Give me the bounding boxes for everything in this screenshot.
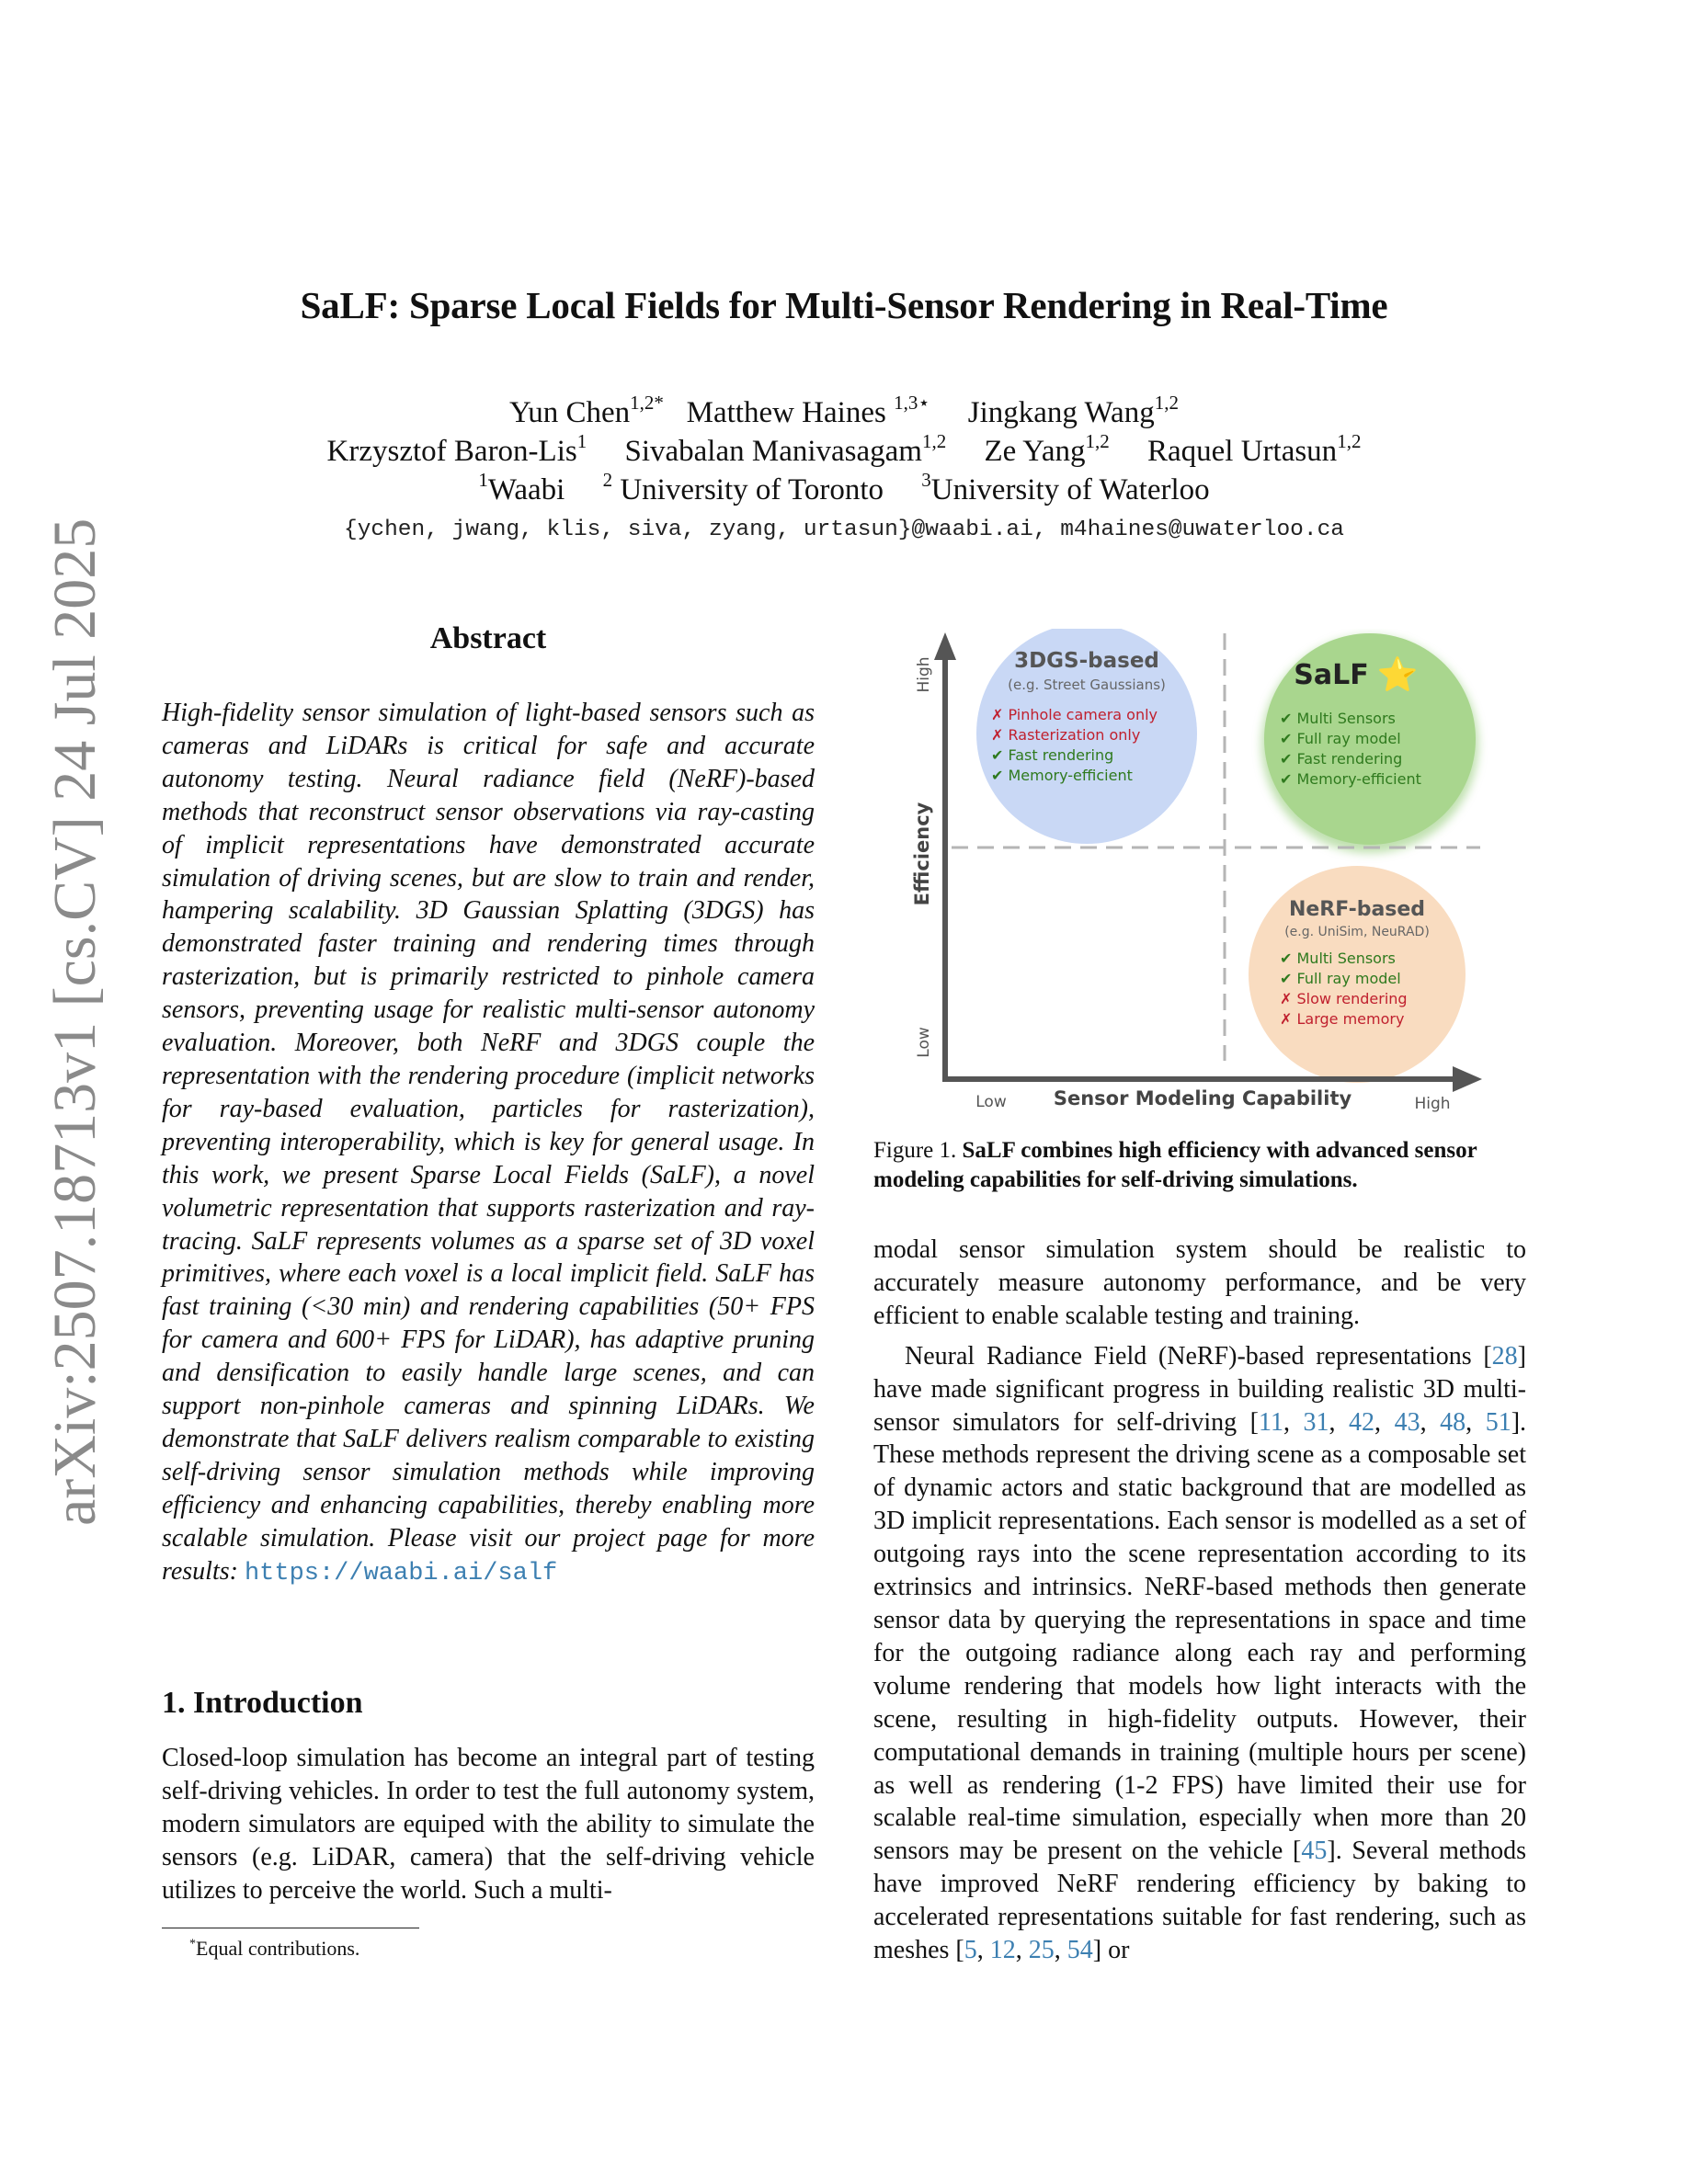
affiliations [0, 471, 1688, 509]
author-name: Yun Chen [509, 396, 631, 429]
paragraph-continued: modal sensor simulation system should be realistic to accurately measure autonomy performance, and be very efficient to enable scalable testing and training. [873, 1235, 1526, 1330]
citation-link[interactable]: 45 [1301, 1837, 1328, 1866]
q-salf-title: SaLF [1294, 659, 1369, 691]
figure-caption [873, 1136, 1526, 1195]
text-run: , [1420, 1407, 1441, 1437]
citation-link[interactable]: 31 [1303, 1407, 1329, 1437]
text-run: , [1374, 1407, 1395, 1437]
author-line-1 [0, 393, 1688, 432]
affil-sup: 3 [921, 469, 931, 491]
intro-body: Closed-loop simulation has become an integral part of testing self-driving vehicles. In order to test the full autonomy system, modern simulators are equiped with the ability to simulate the sensors (e.g. LiDAR, camera) that the self-driving vehicle utilizes to perceive the world. Such a multi- [162, 1744, 815, 1905]
affil-sup: 2 [602, 469, 613, 491]
x-high-label: High [1414, 1095, 1451, 1113]
author-sup: 1,2 [1337, 430, 1362, 452]
y-axis-arrow-icon [934, 632, 956, 660]
text-run: , [1054, 1936, 1067, 1965]
text-run: ] have made significant progress in building realistic 3D multi-sensor simulators for self-driving [ [873, 1341, 1526, 1437]
citation-link[interactable]: 54 [1066, 1936, 1093, 1965]
q-salf-item: ✔ Fast rendering [1280, 750, 1403, 768]
citation-link[interactable]: 11 [1258, 1407, 1283, 1437]
citation-link[interactable]: 48 [1440, 1407, 1466, 1437]
author-sup: 1 [576, 430, 587, 452]
figure-efficiency-vs-capability [883, 629, 1489, 1116]
text-run: , [1283, 1407, 1304, 1437]
citation-link[interactable]: 42 [1349, 1407, 1375, 1437]
footnote-mark: * [189, 1937, 196, 1951]
author-name: Sivabalan Manivasagam [624, 435, 922, 468]
x-axis-arrow-icon [1453, 1066, 1482, 1092]
q-3dgs-title: 3DGS-based [1014, 649, 1159, 673]
affil-sup: 1 [478, 469, 488, 491]
y-axis-label: Efficiency [911, 802, 933, 906]
abstract-heading: Abstract [429, 621, 547, 655]
q-3dgs-item: ✔ Memory-efficient [991, 767, 1133, 784]
author-name: Matthew Haines [686, 396, 886, 429]
author-name: Raquel Urtasun [1146, 435, 1338, 468]
q-nerf-item: ✔ Full ray model [1280, 970, 1401, 987]
caption-label: Figure 1. [873, 1138, 963, 1163]
citation-link[interactable]: 28 [1491, 1341, 1518, 1371]
citation-link[interactable]: 5 [964, 1936, 977, 1965]
y-low-label: Low [915, 1027, 933, 1058]
author-sup: 1,2 [1154, 392, 1179, 414]
text-run: , [976, 1936, 990, 1965]
author-name: Jingkang Wang [967, 396, 1155, 429]
star-icon: ⭐ [1376, 656, 1419, 694]
text-run: , [1329, 1407, 1350, 1437]
q-salf-item: ✔ Full ray model [1280, 730, 1401, 747]
author-sup: 1,3⋆ [894, 392, 930, 414]
author-line-2 [0, 432, 1688, 471]
q-nerf-item: ✗ Large memory [1280, 1010, 1405, 1028]
project-page-link[interactable]: https://waabi.ai/salf [244, 1559, 558, 1587]
q-3dgs-subtitle: (e.g. Street Gaussians) [1008, 677, 1166, 693]
affil-name: Waabi [487, 473, 565, 506]
q-3dgs-item: ✗ Pinhole camera only [991, 706, 1158, 723]
text-run: ]. Several methods have improved NeRF rendering efficiency by baking to accelerated representations suitable for fast rendering, such as meshes [ [873, 1837, 1526, 1965]
citation-link[interactable]: 51 [1485, 1407, 1511, 1437]
author-emails: {ychen, jwang, klis, siva, zyang, urtasun}@waabi.ai, m4haines@uwaterloo.ca [344, 518, 1344, 542]
text-run: ] or [1092, 1936, 1130, 1965]
footnote [189, 1937, 359, 1961]
q-nerf-title: NeRF-based [1288, 898, 1426, 921]
right-column-body [873, 1234, 1526, 1967]
abstract-text: High-fidelity sensor simulation of light-based sensors such as cameras and LiDARs is critical for safe and accurate autonomy testing. Neural radiance field (NeRF)-based methods that reconstruct sensor observations via ray-casting of implicit representations have demonstrated accurate simulation of driving scenes, but are slow to train and render, hampering scalability. 3D Gaussian Splatting (3DGS) has demonstrated faster training and rendering times through rasterization, but is primarily restricted to pinhole camera sensors, preventing usage for realistic multi-sensor autonomy evaluation. Moreover, both NeRF and 3DGS couple the representation with the rendering procedure (implicit networks for ray-based evaluation, particles for rasterization), preventing interoperability, which is key for general usage. In this work, we present Sparse Local Fields (SaLF), a novel volumetric representation that supports rasterization and ray-tracing. SaLF represents volumes as a sparse set of 3D voxel primitives, where each voxel is a local implicit field. SaLF has fast training (<30 min) and rendering capabilities (50+ FPS for camera and 600+ FPS for LiDAR), has adaptive pruning and densification to easily handle large scenes, and can support non-pinhole cameras and spinning LiDARs. We demonstrate that SaLF delivers realism comparable to existing self-driving sensor simulation methods while improving efficiency and enhancing capabilities, thereby enabling more scalable simulation. Please visit our project page for more results: [162, 699, 815, 1586]
arxiv-sidebar: arXiv:2507.18713v1 [cs.CV] 24 Jul 2025 [41, 518, 108, 1526]
affil-name: University of Waterloo [930, 473, 1210, 506]
q-nerf-item: ✗ Slow rendering [1280, 990, 1408, 1007]
q-salf-item: ✔ Memory-efficient [1280, 770, 1421, 788]
text-run: Neural Radiance Field (NeRF)-based representations [ [905, 1341, 1492, 1371]
q-3dgs-item: ✔ Fast rendering [991, 746, 1114, 764]
q-nerf-item: ✔ Multi Sensors [1280, 950, 1396, 967]
q-nerf-subtitle: (e.g. UniSim, NeuRAD) [1284, 925, 1430, 939]
citation-link[interactable]: 43 [1394, 1407, 1420, 1437]
paper-title: SaLF: Sparse Local Fields for Multi-Sensor Rendering in Real-Time [300, 284, 1388, 326]
y-high-label: High [915, 656, 933, 693]
paragraph-nerf [873, 1340, 1526, 1967]
abstract-body [162, 697, 815, 1590]
q-salf-item: ✔ Multi Sensors [1280, 710, 1396, 727]
author-sup: 1,2 [1085, 430, 1110, 452]
citation-link[interactable]: 25 [1028, 1936, 1055, 1965]
q-3dgs-item: ✗ Rasterization only [991, 726, 1141, 744]
text-run: ]. These methods represent the driving scene as a composable set of dynamic actors and static background that are modelled as 3D implicit representations. Each sensor is modelled as a set of outgoing rays into the scene representation according to its extrinsics and intrinsics. NeRF-based methods then generate sensor data by querying the representations in space and time for the outgoing radiance along each ray and performing volume rendering that models how light interacts with the scene, resulting in high-fidelity outputs. However, their computational demands in training (multiple hours per scene) as well as rendering (1-2 FPS) have limited their use for scalable real-time simulation, especially when more than 20 sensors may be present on the vehicle [ [873, 1407, 1527, 1866]
author-name: Krzysztof Baron-Lis [326, 435, 577, 468]
citation-link[interactable]: 12 [989, 1936, 1016, 1965]
author-sup: 1,2* [630, 392, 664, 414]
x-low-label: Low [975, 1093, 1007, 1111]
author-sup: 1,2 [921, 430, 947, 452]
text-run: , [1015, 1936, 1029, 1965]
affil-name: University of Toronto [620, 473, 884, 506]
author-name: Ze Yang [984, 435, 1086, 468]
x-axis-label: Sensor Modeling Capability [1053, 1087, 1352, 1109]
footnote-text: Equal contributions. [196, 1937, 360, 1960]
intro-heading: 1. Introduction [162, 1686, 363, 1720]
caption-text: SaLF combines high efficiency with advanced sensor modeling capabilities for self-driving simulations. [873, 1138, 1477, 1192]
text-run: , [1466, 1407, 1486, 1437]
